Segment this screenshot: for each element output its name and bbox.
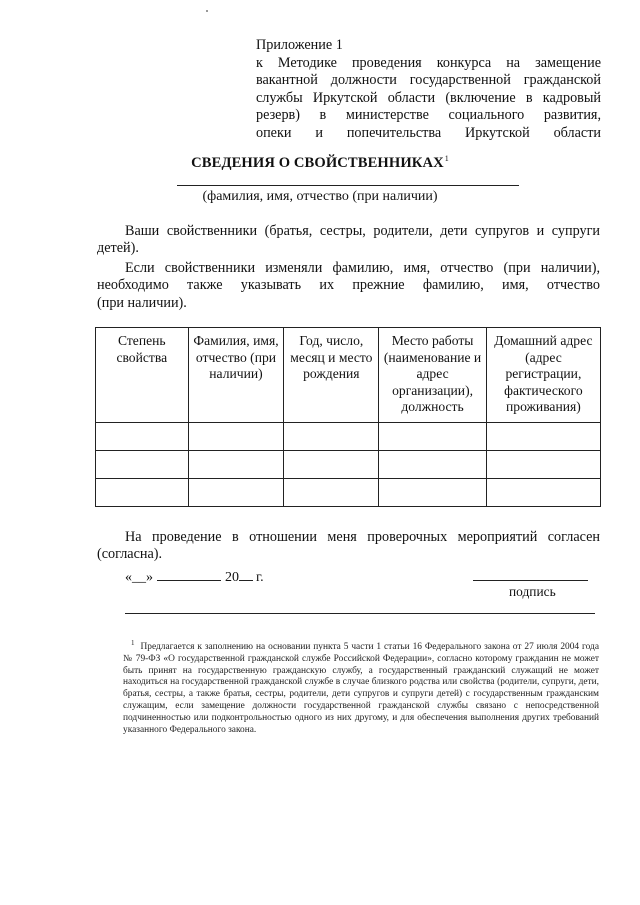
- name-input-line[interactable]: [177, 185, 519, 186]
- table-cell[interactable]: [188, 423, 284, 451]
- name-caption: (фамилия, имя, отчество (при наличии): [202, 189, 438, 204]
- column-header-address: Домашний адрес (адрес регистрации, фактического проживания): [486, 328, 600, 423]
- table-cell[interactable]: [188, 479, 284, 507]
- relatives-table: [95, 327, 601, 507]
- table-header-row: [96, 328, 601, 423]
- table-cell[interactable]: [96, 479, 189, 507]
- table-cell[interactable]: [96, 423, 189, 451]
- table-row: [96, 423, 601, 451]
- table-cell[interactable]: [284, 479, 379, 507]
- date-month-blank[interactable]: [157, 568, 221, 581]
- appendix-number: Приложение 1: [256, 37, 343, 53]
- paragraph-name-change-line-3: (при наличии).: [97, 294, 187, 311]
- title-footnote-mark: 1: [444, 154, 449, 163]
- date-day-blank[interactable]: __: [132, 570, 146, 585]
- paragraph-name-change-line-2: необходимо также указывать их прежние фамилию, имя, отчество: [97, 277, 600, 294]
- table-cell[interactable]: [188, 451, 284, 479]
- table-cell[interactable]: [284, 423, 379, 451]
- appendix-line-6: опеки и попечительства Иркутской области: [256, 124, 601, 141]
- signature-line[interactable]: [473, 580, 588, 581]
- consent-line-2: (согласна).: [97, 546, 163, 563]
- appendix-header: [256, 37, 601, 143]
- footnote: [123, 638, 599, 736]
- table-cell[interactable]: [486, 479, 600, 507]
- column-header-workplace: Место работы (наименование и адрес организации), должность: [379, 328, 487, 423]
- appendix-line-5: резерв) в министерстве социального развития,: [256, 107, 601, 124]
- date-field: [125, 568, 264, 586]
- document-title-text: СВЕДЕНИЯ О СВОЙСТВЕННИКАХ: [191, 155, 444, 171]
- column-header-birth: Год, число, месяц и место рождения: [284, 328, 379, 423]
- table-cell[interactable]: [379, 479, 487, 507]
- consent-line-1: На проведение в отношении меня проверочных мероприятий согласен: [125, 529, 600, 545]
- table-cell[interactable]: [379, 423, 487, 451]
- appendix-line-3: вакантной должности государственной гражданской: [256, 72, 601, 89]
- column-header-degree: Степень свойства: [96, 328, 189, 423]
- footnote-body: [123, 638, 599, 736]
- paragraph-name-change-line-1: Если свойственники изменяли фамилию, имя, отчество (при наличии),: [125, 260, 600, 276]
- document-title: [0, 154, 640, 172]
- scan-mark: [206, 10, 208, 12]
- table-cell[interactable]: [486, 423, 600, 451]
- table-row: [96, 479, 601, 507]
- date-close-quote: »: [146, 570, 153, 585]
- column-header-full-name: Фамилия, имя, отчество (при наличии): [188, 328, 284, 423]
- date-year-prefix: 20: [225, 570, 239, 585]
- footnote-mark: 1: [131, 639, 135, 647]
- paragraph-relatives: [97, 223, 600, 258]
- table-cell[interactable]: [284, 451, 379, 479]
- table-cell[interactable]: [486, 451, 600, 479]
- paragraph-relatives-text: Ваши свойственники (братья, сестры, родители, дети супругов и супруги детей).: [97, 223, 600, 257]
- signature-caption: подпись: [509, 584, 556, 599]
- consent-statement: [97, 529, 600, 564]
- appendix-line-4: службы Иркутской области (включение в кадровый: [256, 89, 601, 106]
- appendix-line-2: к Методике проведения конкурса на замещение: [256, 54, 601, 71]
- table-row: [96, 451, 601, 479]
- table-cell[interactable]: [96, 451, 189, 479]
- table-cell[interactable]: [379, 451, 487, 479]
- date-open-quote: «: [125, 570, 132, 585]
- footnote-text: Предлагается к заполнению на основании пункта 5 части 1 статьи 16 Федерального закона от 27 июля 2004 года № 79-ФЗ «О государственной гражданской службе Российской Федерации», согласно которому гражданин не может быть принят на государственную гражданскую службу, а государственный гражданский служащий не может находиться на государственной гражданской службе в случае близкого родства или свойства (родители, супруги, дети, братья, сестры, а также братья, сестры, родители, дети супругов и супруги детей) с государственным гражданским служащим, если замещение должности государственной гражданской службы связано с непосредственной подчиненностью или подконтрольностью одного из них другому, и для обеспечения выполнения других требований указанного Федерального закона.: [123, 642, 599, 735]
- paragraph-name-change: [97, 260, 600, 312]
- date-year-blank[interactable]: [239, 568, 253, 581]
- date-year-suffix: г.: [256, 570, 264, 585]
- footer-separator-line: [125, 613, 595, 614]
